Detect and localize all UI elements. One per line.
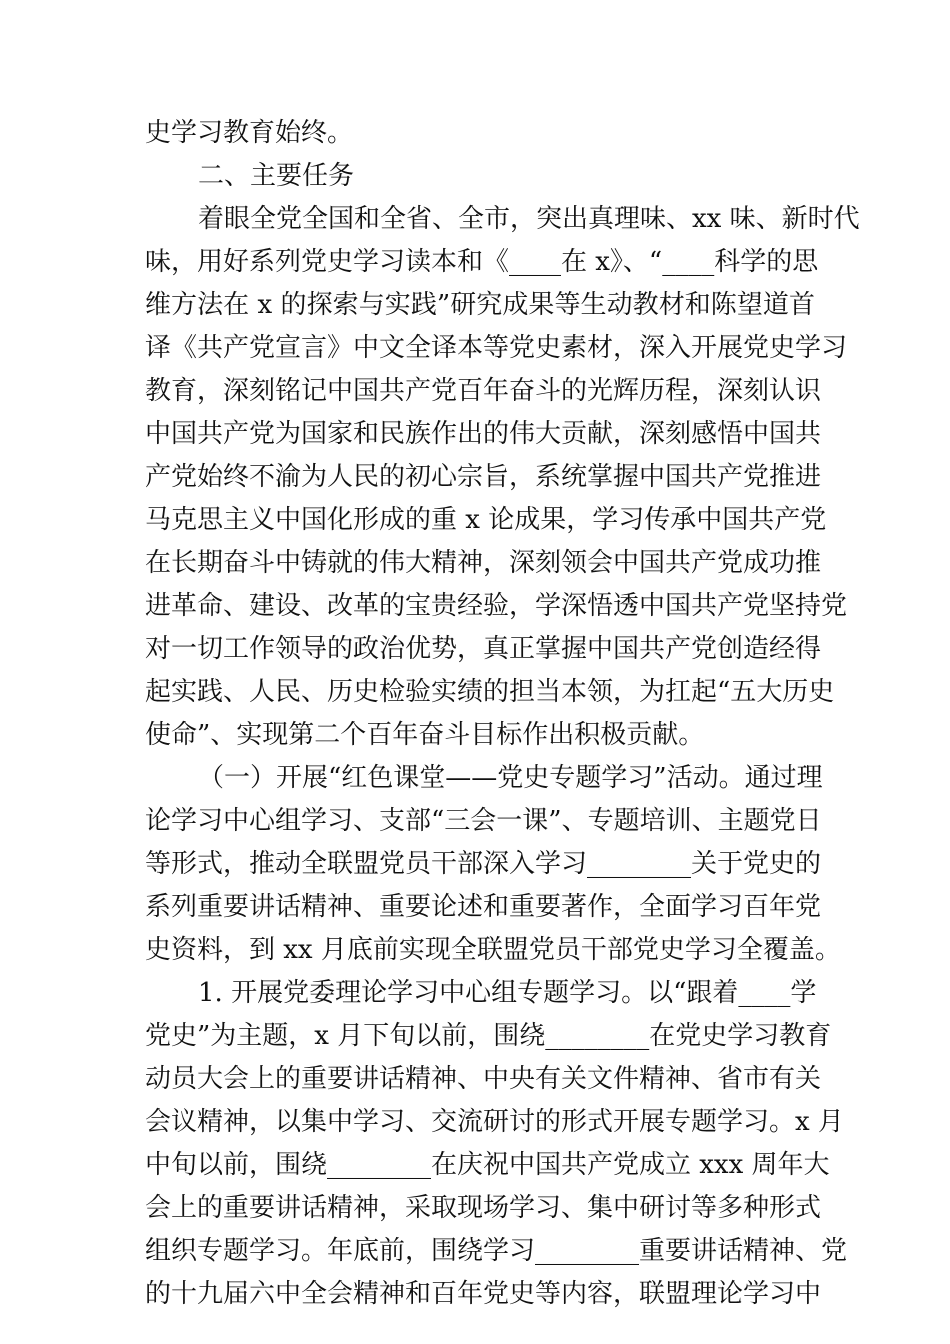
text-line-11: 在长期奋斗中铸就的伟大精神，深刻领会中国共产党成功推 [145,548,822,578]
text-line-5: 维方法在 x 的探索与实践”研究成果等生动教材和陈望道首 [145,290,815,320]
text-line-23: 动员大会上的重要讲话精神、中央有关文件精神、省市有关 [145,1064,822,1094]
text-line-10: 马克思主义中国化形成的重 x 论成果，学习传承中国共产党 [145,505,827,535]
text-line-25: 中旬以前，围绕________在庆祝中国共产党成立 xxx 周年大 [145,1150,830,1180]
subsection-heading: （一）开展“红色课堂——党史专题学习”活动。通过理 [198,763,823,793]
text-line-8: 中国共产党为国家和民族作出的伟大贡献，深刻感悟中国共 [145,419,822,449]
numbered-item-1: 1. 开展党委理论学习中心组专题学习。以“跟着____学 [198,978,817,1008]
text-line-6: 译《共产党宣言》中文全译本等党史素材，深入开展党史学习 [145,333,848,363]
text-line-19: 系列重要讲话精神、重要论述和重要著作，全面学习百年党 [145,892,822,922]
text-line-14: 起实践、人民、历史检验实绩的担当本领，为扛起“五大历史 [145,677,835,707]
text-line-27: 组织专题学习。年底前，围绕学习________重要讲话精神、党 [145,1236,848,1266]
text-line-12: 进革命、建设、改革的宝贵经验，学深悟透中国共产党坚持党 [145,591,848,621]
text-line-3: 着眼全党全国和全省、全市，突出真理味、xx 味、新时代 [198,204,860,234]
text-line-9: 产党始终不渝为人民的初心宗旨，系统掌握中国共产党推进 [145,462,822,492]
text-line-28: 的十九届六中全会精神和百年党史等内容，联盟理论学习中 [145,1279,822,1309]
text-line-18: 等形式，推动全联盟党员干部深入学习________关于党史的 [145,849,822,879]
text-line-4: 味，用好系列党史学习读本和《____在 x》、“____科学的思 [145,247,819,277]
text-line-24: 会议精神，以集中学习、交流研讨的形式开展专题学习。x 月 [145,1107,844,1137]
text-line-20: 史资料，到 xx 月底前实现全联盟党员干部党史学习全覆盖。 [145,935,841,965]
text-line-13: 对一切工作领导的政治优势，真正掌握中国共产党创造经得 [145,634,822,664]
text-line-26: 会上的重要讲话精神，采取现场学习、集中研讨等多种形式 [145,1193,822,1223]
text-line-15: 使命”、实现第二个百年奋斗目标作出积极贡献。 [145,720,705,750]
section-heading: 二、主要任务 [198,161,355,191]
text-line-17: 论学习中心组学习、支部“三会一课”、专题培训、主题党日 [145,806,822,836]
text-line-7: 教育，深刻铭记中国共产党百年奋斗的光辉历程，深刻认识 [145,376,822,406]
text-line-1: 史学习教育始终。 [145,118,354,148]
text-line-22: 党史”为主题，x 月下旬以前，围绕________在党史学习教育 [145,1021,832,1051]
